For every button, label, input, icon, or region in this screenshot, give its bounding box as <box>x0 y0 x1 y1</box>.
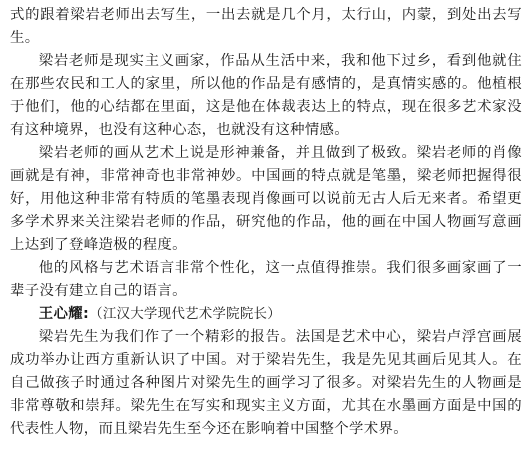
speaker-name: 王心耀: <box>38 306 90 322</box>
paragraph-artistry: 梁岩老师的画从艺术上说是形神兼备，并且做到了极致。梁岩老师的肖像画就是有神，非常神奇也非常神妙。中国画的特点就是笔墨，梁老师把握得很好，用他这种非常有特质的笔墨表现肖像画可以说前无古人后无来者。希望更多学术界来关注梁岩老师的作品，研究他的作品，他的画在中国人物画写意画上达到了登峰造极的程度。 <box>10 145 522 253</box>
paragraph-continuation: 式的跟着梁岩老师出去写生，一出去就是几个月，太行山，内蒙，到处出去写生。 <box>10 7 522 46</box>
speaker-affiliation: （江汉大学现代艺术学院院长） <box>89 306 281 322</box>
paragraph-style: 他的风格与艺术语言非常个性化，这一点值得推崇。我们很多画家画了一辈子没有建立自己的语言。 <box>10 260 522 299</box>
speaker-heading <box>10 303 522 326</box>
paragraph-realism: 梁岩老师是现实主义画家，作品从生活中来，我和他下过乡，看到他就住在那些农民和工人的家里，所以他的作品是有感情的，是真情实感的。他植根于他们，他的心结都在里面，这是他在体裁表达上的特点，现在很多艺术家没有这种境界，也没有这种心态，也就没有这种情感。 <box>10 53 522 138</box>
paragraph-speech: 梁岩先生为我们作了一个精彩的报告。法国是艺术中心，梁岩卢浮宫画展成功举办让西方重新认识了中国。对于梁岩先生，我是先见其画后见其人。在自己做孩子时通过各种图片对梁先生的画学习了很多。对梁岩先生的人物画是非常尊敬和崇拜。梁先生在写实和现实主义方面，尤其在水墨画方面是中国的代表性人物，而且梁岩先生至今还在影响着中国整个学术界。 <box>10 329 522 437</box>
